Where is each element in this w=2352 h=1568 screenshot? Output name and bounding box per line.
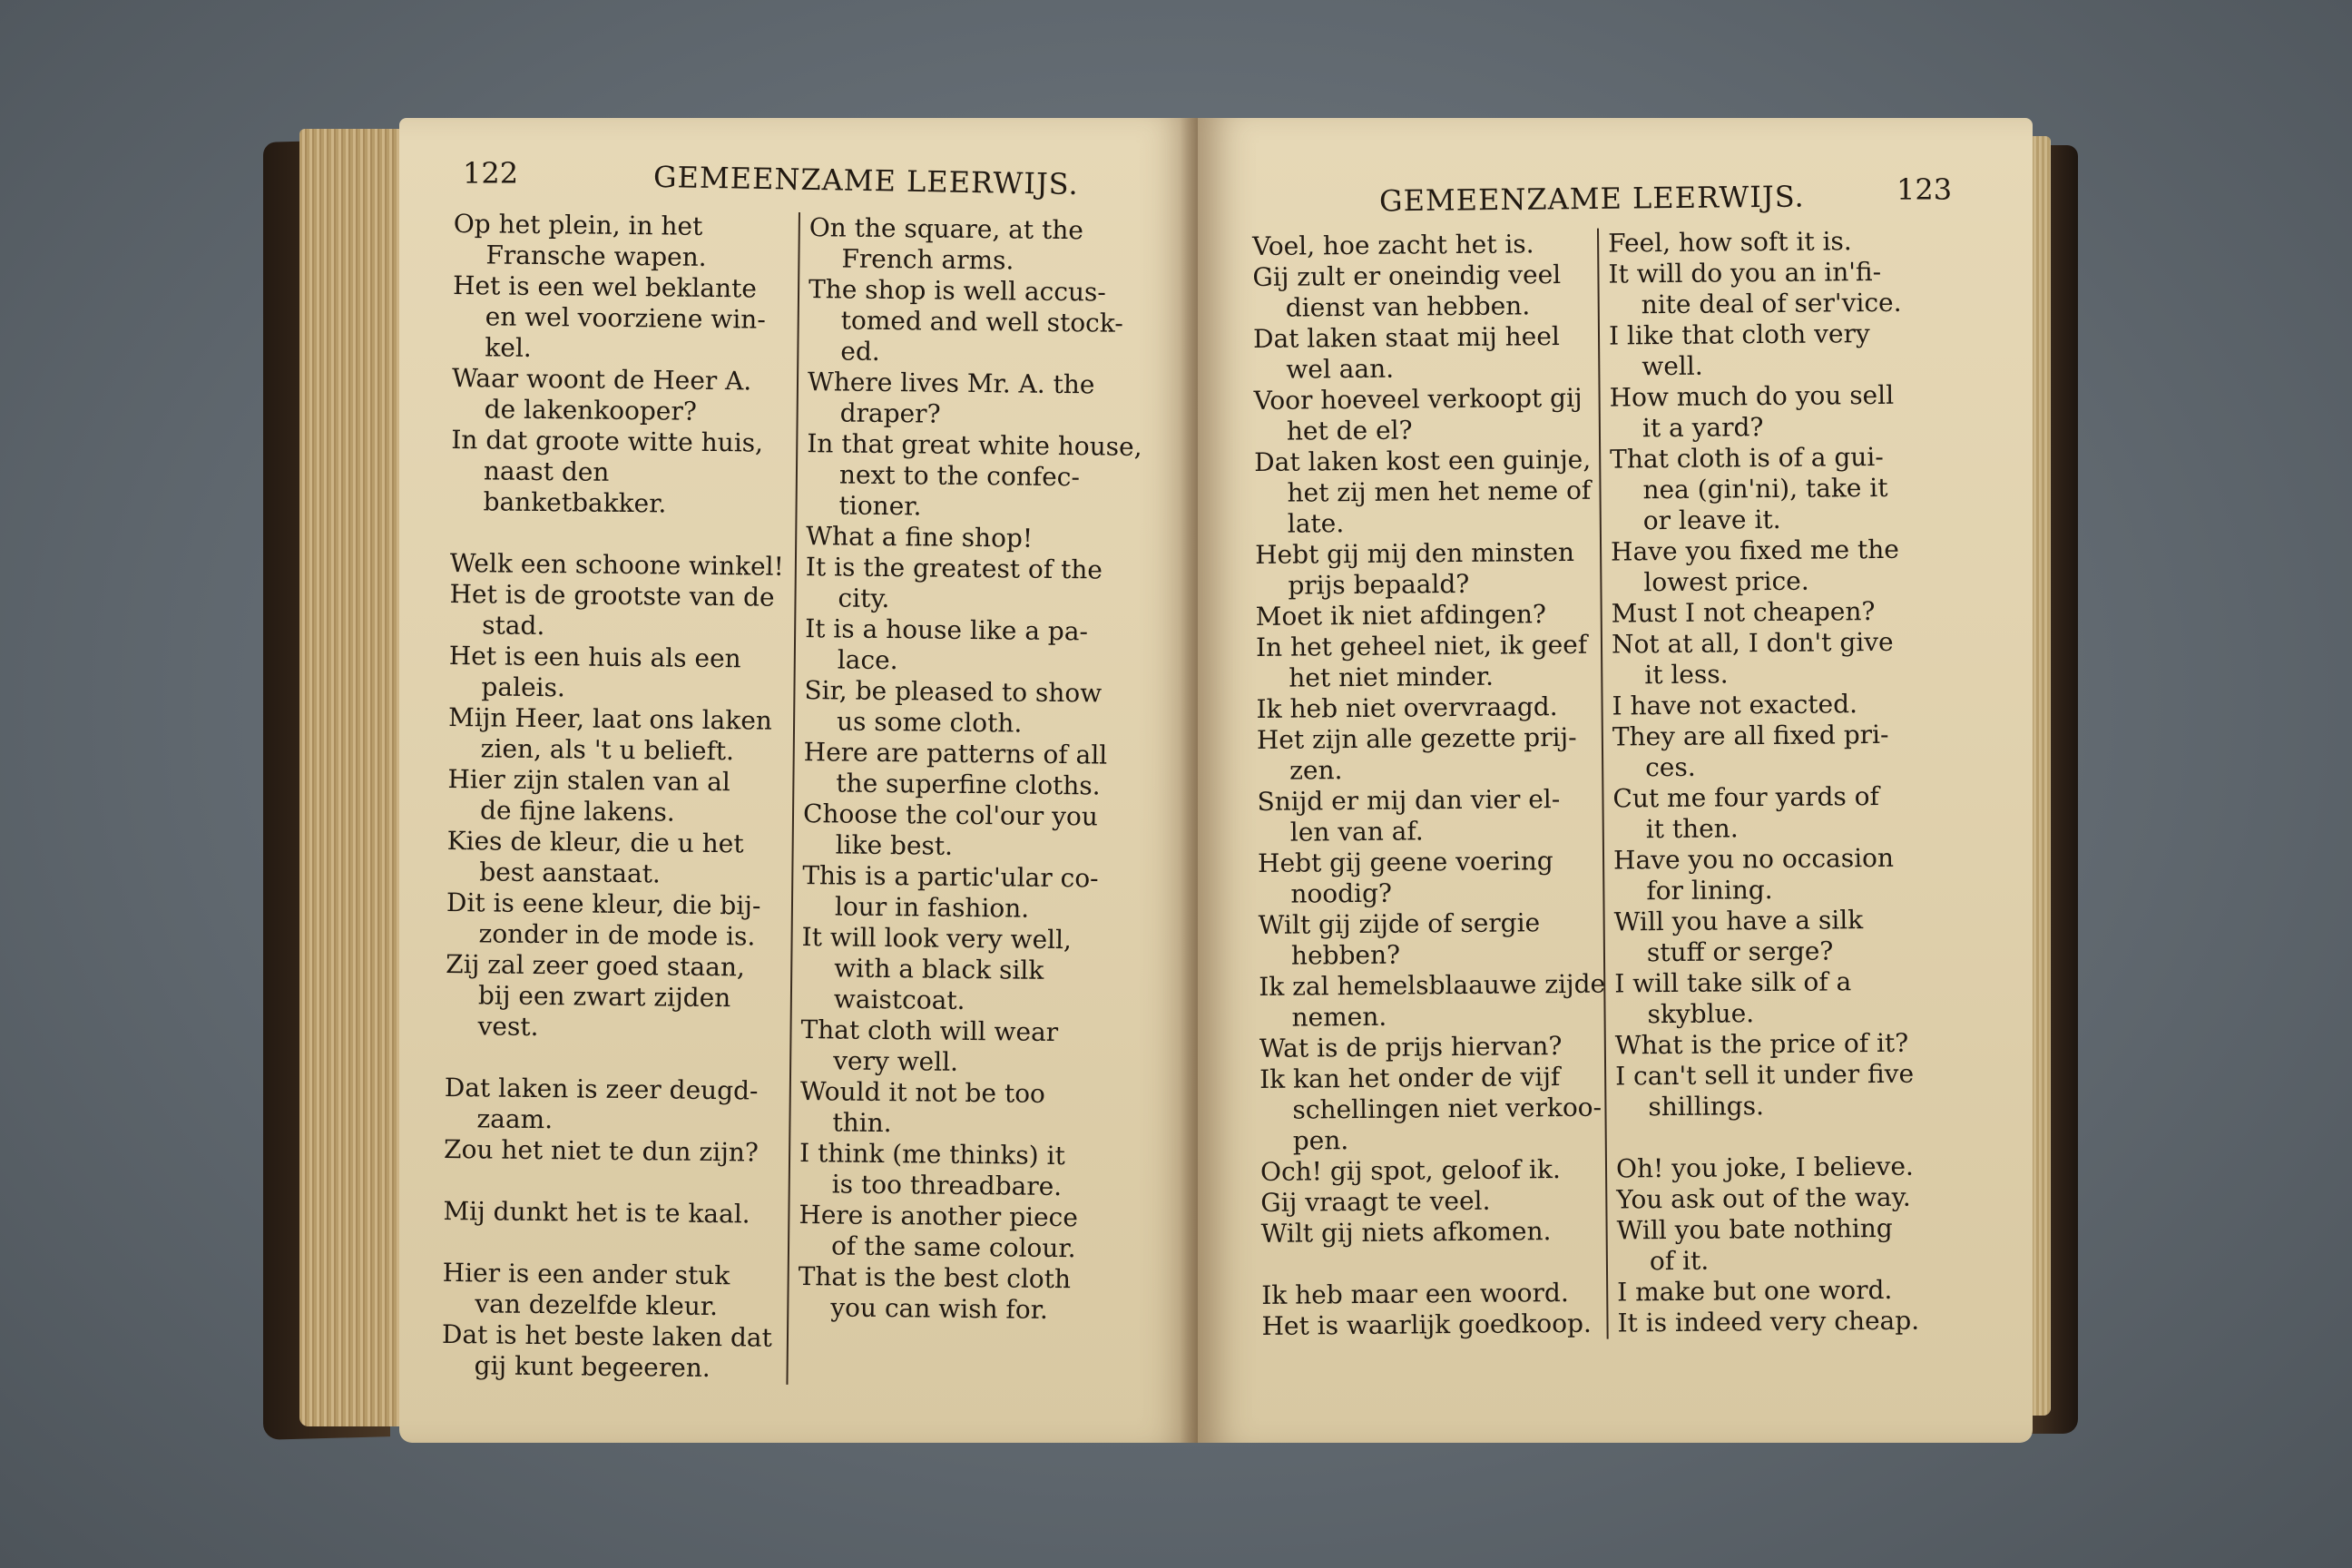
phrase-entry [799,1200,1152,1265]
phrase-entry [446,887,791,953]
phrase-entry [450,425,796,521]
text-line: I like that cloth very [1608,318,1870,351]
text-line: Moet ik niet afdingen? [1255,599,1547,632]
phrase-entry [1612,688,1964,721]
text-line: it a yard? [1642,412,1764,444]
phrase-entry [1609,379,1962,444]
text-line: zonder in de mode is. [478,918,756,952]
phrase-entry [1617,1305,1969,1338]
phrase-entry [803,799,1156,864]
text-line: Cut me four yards of [1612,780,1880,814]
spacer [1261,1247,1606,1280]
text-line: Ik heb niet overvraagd. [1256,691,1558,724]
text-line: next to the confec- [838,459,1081,493]
text-line: ces. [1645,751,1696,783]
english-column [1597,225,1970,1338]
phrase-entry [1609,318,1962,382]
text-line: Would it not be too [799,1076,1046,1109]
phrase-entry [1256,599,1601,632]
phrase-entry [441,1319,787,1385]
text-line: Welk een schoone winkel! [449,547,785,582]
two-column-text [1252,225,1970,1342]
phrase-entry [1612,626,1965,691]
two-column-text [441,209,1161,1388]
text-line: de fijne lakens. [479,795,675,828]
text-line: en wel voorziene win- [485,301,766,335]
phrase-entry [443,1196,788,1230]
text-line: Gij vraagt te veel. [1260,1185,1491,1218]
text-line: That cloth is of a gui- [1610,441,1884,475]
text-line: pen. [1292,1125,1349,1156]
dutch-column [1252,229,1607,1342]
phrase-entry [808,212,1161,278]
phrase-entry [1259,907,1604,972]
phrase-entry [1261,1278,1606,1311]
text-line: Fransche wapen. [485,240,707,272]
text-line: Zou het niet te dun zijn? [443,1133,760,1168]
phrase-entry [1259,1062,1605,1157]
text-line: Dat is het beste laken dat [441,1318,773,1353]
phrase-entry [1611,534,1964,598]
text-line: Will you have a silk [1613,905,1864,937]
page-number: 123 [1896,172,1953,207]
text-line: the superfine cloths. [836,768,1101,801]
text-line: Het is een wel beklante [452,270,758,304]
text-line: Ik zal hemelsblaauwe zijde [1259,968,1606,1002]
phrase-entry [1608,225,1960,259]
text-line: Have you no occasion [1612,842,1895,876]
text-line: It is a house like a pa- [805,613,1089,647]
text-line: draper? [839,397,941,429]
phrase-entry [1257,722,1602,787]
phrase-entry [1610,441,1963,536]
phrase-entry [799,1076,1152,1142]
phrase-entry [1261,1308,1606,1342]
text-line: Choose the col'our you [802,799,1099,832]
text-line: het zij men het neme of [1287,475,1592,508]
text-line: Sir, be pleased to show [804,675,1102,709]
text-line: well. [1642,350,1703,382]
phrase-entry [1616,1181,1968,1215]
text-line: That cloth will wear [800,1014,1059,1048]
text-line: is too threadbare. [831,1169,1063,1202]
phrase-entry [1260,1154,1605,1188]
text-line: stuff or serge? [1646,936,1834,968]
text-line: I think (me thinks) it [799,1138,1065,1171]
text-line: len van af. [1289,816,1424,848]
text-line: Hebt gij mij den minsten [1254,536,1575,570]
text-line: Op het plein, in het [453,209,703,241]
text-line: zien, als 't u belieft. [480,733,735,767]
text-line: Hier zijn stalen van al [447,763,730,798]
text-line: Voel, hoe zacht het is. [1252,229,1534,261]
text-line: In het geheel niet, ik geef [1255,629,1588,662]
phrase-entry [1260,1185,1605,1219]
text-line: hebben? [1290,939,1401,971]
text-line: late. [1287,508,1345,539]
text-line: lace. [837,644,898,676]
text-line: Not at all, I don't give [1611,626,1894,660]
phrase-entry [1256,630,1602,694]
spacer [1616,1120,1968,1153]
text-line: bij een zwart zijden vest. [477,980,731,1043]
text-line: Where lives Mr. A. the [807,367,1095,400]
text-line: het de el? [1286,415,1413,446]
phrase-entry [1613,842,1966,906]
text-line: What is the price of it? [1614,1027,1909,1061]
phrase-entry [808,274,1161,370]
phrase-entry [445,949,790,1045]
text-line: French arms. [841,243,1014,276]
text-line: of it. [1649,1245,1710,1277]
text-line: zaam. [476,1103,554,1135]
text-line: Dat laken kost een guinje, [1254,444,1592,477]
text-line: best aanstaat. [479,857,662,889]
text-line: skyblue. [1647,998,1755,1030]
phrase-entry [1608,256,1961,320]
phrase-entry [1253,383,1599,447]
text-line: Het is waarlijk goedkoop. [1261,1308,1592,1341]
phrase-entry [1612,719,1965,783]
text-line: Snijd er mij dan vier el- [1257,784,1561,817]
phrase-entry [1259,969,1604,1034]
phrase-entry [801,922,1154,1018]
text-line: It will do you an in'fi- [1608,256,1882,289]
text-line: Oh! you joke, I believe. [1615,1151,1915,1184]
text-line: How much do you sell [1609,379,1895,413]
text-line: paleis. [481,671,566,703]
text-line: van dezelfde kleur. [475,1289,719,1322]
phrase-entry [1259,1031,1604,1064]
text-line: Het is de grootste van de [449,578,775,612]
text-line: This is a partic'ular co- [802,860,1099,894]
text-line: I have not exacted. [1612,689,1858,721]
phrase-entry [1616,1212,1969,1277]
left-page-edges [299,129,408,1426]
text-line: The shop is well accus- [808,274,1107,308]
text-line: us some cloth. [836,706,1023,739]
text-line: het niet minder. [1289,661,1494,693]
text-line: very well. [833,1045,959,1077]
text-line: Ik kan het onder de vijf [1259,1062,1561,1094]
running-head: GEMEENZAME LEERWIJS. [1378,179,1805,219]
phrase-entry [453,209,799,274]
text-line: de lakenkooper? [484,394,698,426]
text-line: Dat laken staat mij heel [1252,321,1560,354]
text-line: it less. [1644,659,1729,691]
text-line: They are all fixed pri- [1612,719,1889,752]
text-line: tioner. [838,490,922,522]
english-column [786,212,1161,1388]
text-line: or leave it. [1642,504,1781,536]
text-line: Mij dunkt het is te kaal. [443,1195,750,1230]
text-line: zen. [1289,755,1343,786]
text-line: Will you bate nothing [1616,1212,1893,1246]
phrase-entry [1614,965,1967,1030]
text-line: thin. [832,1107,892,1139]
text-line: It is the greatest of the [805,552,1103,585]
phrase-entry [1612,780,1965,845]
text-line: lour in fashion. [834,891,1030,924]
phrase-entry [1616,1151,1968,1184]
phrase-entry [452,363,798,428]
phrase-entry [804,675,1157,740]
text-line: like best. [835,829,954,861]
spacer [445,1042,789,1076]
phrase-entry [1257,784,1602,848]
phrase-entry [800,1014,1153,1080]
text-line: nite deal of ser'vice. [1641,287,1902,320]
phrase-entry [1612,595,1964,629]
text-line: waistcoat. [833,984,965,1015]
text-line: It is indeed very cheap. [1617,1305,1920,1338]
phrase-entry [450,548,795,583]
text-line: ed. [840,336,880,367]
text-line: What a fine shop! [806,521,1034,554]
text-line: Wilt gij niets afkomen. [1260,1216,1552,1249]
phrase-entry [803,737,1156,802]
text-line: That is the best cloth [798,1261,1072,1295]
text-line: Ik heb maar een woord. [1261,1278,1569,1310]
open-book [263,118,2078,1461]
phrase-entry [807,367,1160,432]
phrase-entry [1615,1058,1968,1122]
text-line: Here is another piece [799,1200,1079,1233]
phrase-entry [446,826,792,891]
text-line: On the square, at the [808,212,1084,246]
text-line: Must I not cheapen? [1611,596,1876,629]
phrase-entry [1617,1274,1969,1308]
text-line: I make but one word. [1617,1274,1893,1308]
phrase-entry [448,641,794,706]
spacer [450,517,795,552]
phrase-entry [1254,445,1600,540]
text-line: you can wish for. [830,1292,1049,1325]
text-line: dienst van hebben. [1285,290,1531,323]
phrase-entry [1615,1027,1967,1061]
text-line: nemen. [1291,1001,1387,1033]
text-line: city. [838,583,890,614]
text-line: with a black silk [834,953,1044,985]
text-line: Wilt gij zijde of sergie [1258,907,1541,940]
text-line: Och! gij spot, geloof ik. [1259,1154,1561,1187]
text-line: nea (gin'ni), take it [1642,472,1888,505]
text-line: In that great white house, [807,428,1142,462]
text-line: Het is een huis als een [448,640,741,674]
text-line: In dat groote witte huis, [451,424,764,458]
text-line: prijs bepaald? [1288,568,1470,601]
left-page [399,118,1198,1443]
text-line: noodig? [1290,877,1393,909]
dutch-column [441,209,799,1385]
text-line: Hebt gij geene voering [1257,846,1553,878]
text-line: Have you fixed me the [1610,534,1899,567]
text-line: Zij zal zeer goed staan, [446,948,746,983]
text-line: Hier is een ander stuk [442,1257,730,1291]
text-line: Here are patterns of all [803,737,1108,770]
phrase-entry [448,702,794,768]
text-line: it then. [1645,813,1739,845]
phrase-entry [805,613,1158,679]
phrase-entry [1258,846,1603,910]
phrase-entry [444,1134,789,1169]
phrase-entry [1260,1216,1605,1250]
phrase-entry [1614,904,1967,968]
text-line: Waar woont de Heer A. [451,362,752,397]
text-line: You ask out of the way. [1616,1181,1911,1215]
phrase-entry [799,1138,1152,1203]
phrase-entry [1255,537,1601,602]
text-line: of the same colour. [830,1230,1076,1264]
text-line: It will look very well, [801,922,1073,956]
running-head: GEMEENZAME LEERWIJS. [652,159,1080,202]
phrase-entry [805,552,1158,617]
text-line: I can't sell it under five [1614,1058,1915,1092]
text-line: Dat laken is zeer deugd- [444,1072,759,1106]
text-line: I will take silk of a [1614,966,1852,999]
text-line: schellingen niet verkoo- [1292,1092,1602,1125]
phrase-entry [1253,321,1599,386]
spacer [443,1227,788,1261]
phrase-entry [447,764,793,829]
phrase-entry [442,1258,788,1323]
text-line: Wat is de prijs hiervan? [1259,1031,1563,1063]
text-line: gij kunt begeeren. [474,1350,710,1384]
page-number: 122 [463,156,519,191]
text-line: lowest price. [1643,565,1809,598]
text-line: Voor hoeveel verkoopt gij [1253,382,1583,416]
text-line: Feel, how soft it is. [1607,226,1852,259]
phrase-entry [798,1261,1151,1327]
phrase-entry [452,270,798,367]
text-line: Het zijn alle gezette prij- [1256,721,1577,755]
text-line: tomed and well stock- [840,305,1123,338]
phrase-entry [806,521,1158,555]
text-line: wel aan. [1286,353,1395,385]
phrase-entry [802,860,1155,926]
text-line: for lining. [1646,875,1773,906]
text-line: naast den banketbakker. [483,456,667,519]
text-line: Mijn Heer, laat ons laken [447,701,773,736]
phrase-entry [806,428,1159,524]
right-page [1198,118,2033,1443]
text-line: kel. [485,332,532,363]
text-line: Kies de kleur, die u het [446,825,744,859]
text-line: Dit is eene kleur, die bij- [446,887,761,921]
phrase-entry [1252,260,1598,324]
phrase-entry [449,579,795,644]
phrase-entry [444,1073,789,1138]
text-line: stad. [482,610,545,642]
spacer [444,1165,789,1200]
text-line: Gij zult er oneindig veel [1252,260,1562,292]
text-line: shillings. [1648,1091,1765,1122]
phrase-entry [1252,229,1597,262]
phrase-entry [1256,691,1601,725]
